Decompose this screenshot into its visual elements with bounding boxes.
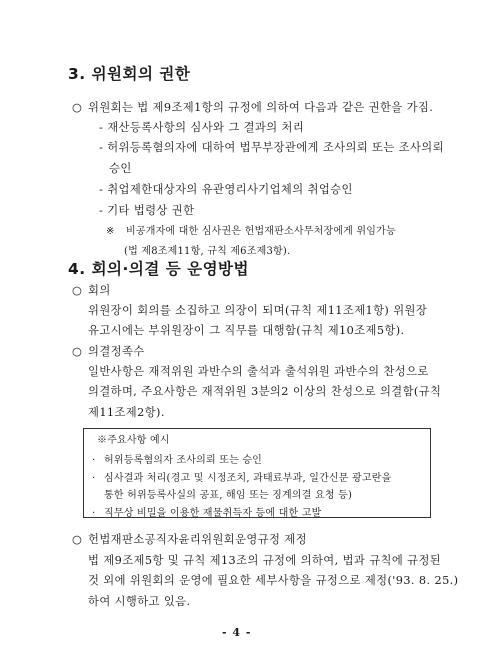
box-item-1-text: 허위등록혐의자 조사의뢰 또는 승인 <box>104 455 263 466</box>
box-item-2-text: 심사결과 처리(경고 및 시정조치, 과태료부과, 일간신문 광고란을 <box>104 473 392 484</box>
dot-bullet-icon: · <box>92 473 96 484</box>
meeting-line1: 위원장이 회의를 소집하고 의장이 되며(규칙 제11조제1항) 위원장 <box>88 304 428 317</box>
section3-note-line1: 비공개자에 대한 심사권은 헌법재판소사무처장에게 위임가능 <box>125 226 396 237</box>
section3-heading: 3. 위원회의 권한 <box>68 65 191 83</box>
section3-note-line2: (법 제8조제11항, 규칙 제6조제3항). <box>124 246 291 257</box>
note-mark-icon: ※ <box>106 226 115 237</box>
quorum-line3: 제11조제2항). <box>88 406 165 419</box>
section3-note <box>106 222 396 237</box>
page-number: - 4 - <box>222 626 252 639</box>
dot-bullet-icon: · <box>92 455 96 466</box>
section3-item-3: - 취업제한대상자의 유관영리사기업체의 취업승인 <box>99 183 353 196</box>
box-item-2 <box>92 469 392 484</box>
quorum-title-text: 의결정족수 <box>88 345 145 358</box>
dot-bullet-icon: · <box>92 508 96 519</box>
box-title: ※주요사항 예시 <box>97 435 170 446</box>
circle-bullet-icon: ○ <box>72 533 83 546</box>
quorum-line2: 의결하며, 주요사항은 재적위원 3분의2 이상의 찬성으로 의결함(규칙 <box>88 385 442 398</box>
circle-bullet-icon: ○ <box>72 101 83 114</box>
quorum-title <box>72 343 145 359</box>
meeting-title-text: 회의 <box>88 284 111 297</box>
section4-heading: 4. 회의·의결 등 운영방법 <box>68 260 250 278</box>
section3-item-4: - 기타 법령상 권한 <box>99 204 195 217</box>
section3-intro-text: 위원회는 법 제9조제1항의 규정에 의하여 다음과 같은 권한을 가짐. <box>88 101 434 114</box>
circle-bullet-icon: ○ <box>72 284 83 297</box>
circle-bullet-icon: ○ <box>72 345 83 358</box>
box-item-3 <box>92 504 321 519</box>
regulation-line2: 것 외에 위원회의 운영에 필요한 세부사항을 규정으로 제정('93. 8. 25.) <box>88 574 459 587</box>
quorum-line1: 일반사항은 재적위원 과반수의 출석과 출석위원 과반수의 찬성으로 <box>88 365 429 378</box>
box-item-3-text: 직무상 비밀을 이용한 재물취득자 등에 대한 고발 <box>104 508 322 519</box>
section3-intro <box>72 99 433 115</box>
meeting-title <box>72 282 111 298</box>
regulation-line1: 법 제9조제5항 및 규칙 제13조의 규정에 의하여, 법과 규칙에 규정된 <box>88 554 442 567</box>
regulation-title-text: 헌법재판소공직자윤리위원회운영규정 제정 <box>88 533 307 546</box>
regulation-title <box>72 531 307 547</box>
meeting-line2: 유고시에는 부위원장이 그 직무를 대행함(규칙 제10조제5항). <box>88 324 405 337</box>
regulation-line3: 하여 시행하고 있음. <box>88 595 191 608</box>
section3-item-1: - 재산등록사항의 심사와 그 결과의 처리 <box>99 121 305 134</box>
box-item-1 <box>92 451 262 466</box>
section3-item-2: - 허위등록혐의자에 대하여 법무부장관에게 조사의뢰 또는 조사의뢰 <box>99 141 444 154</box>
section3-item-2-cont: 승인 <box>109 162 132 175</box>
box-item-2-cont: 통한 허위등록사실의 공표, 해임 또는 징계의결 요청 등) <box>104 490 353 501</box>
